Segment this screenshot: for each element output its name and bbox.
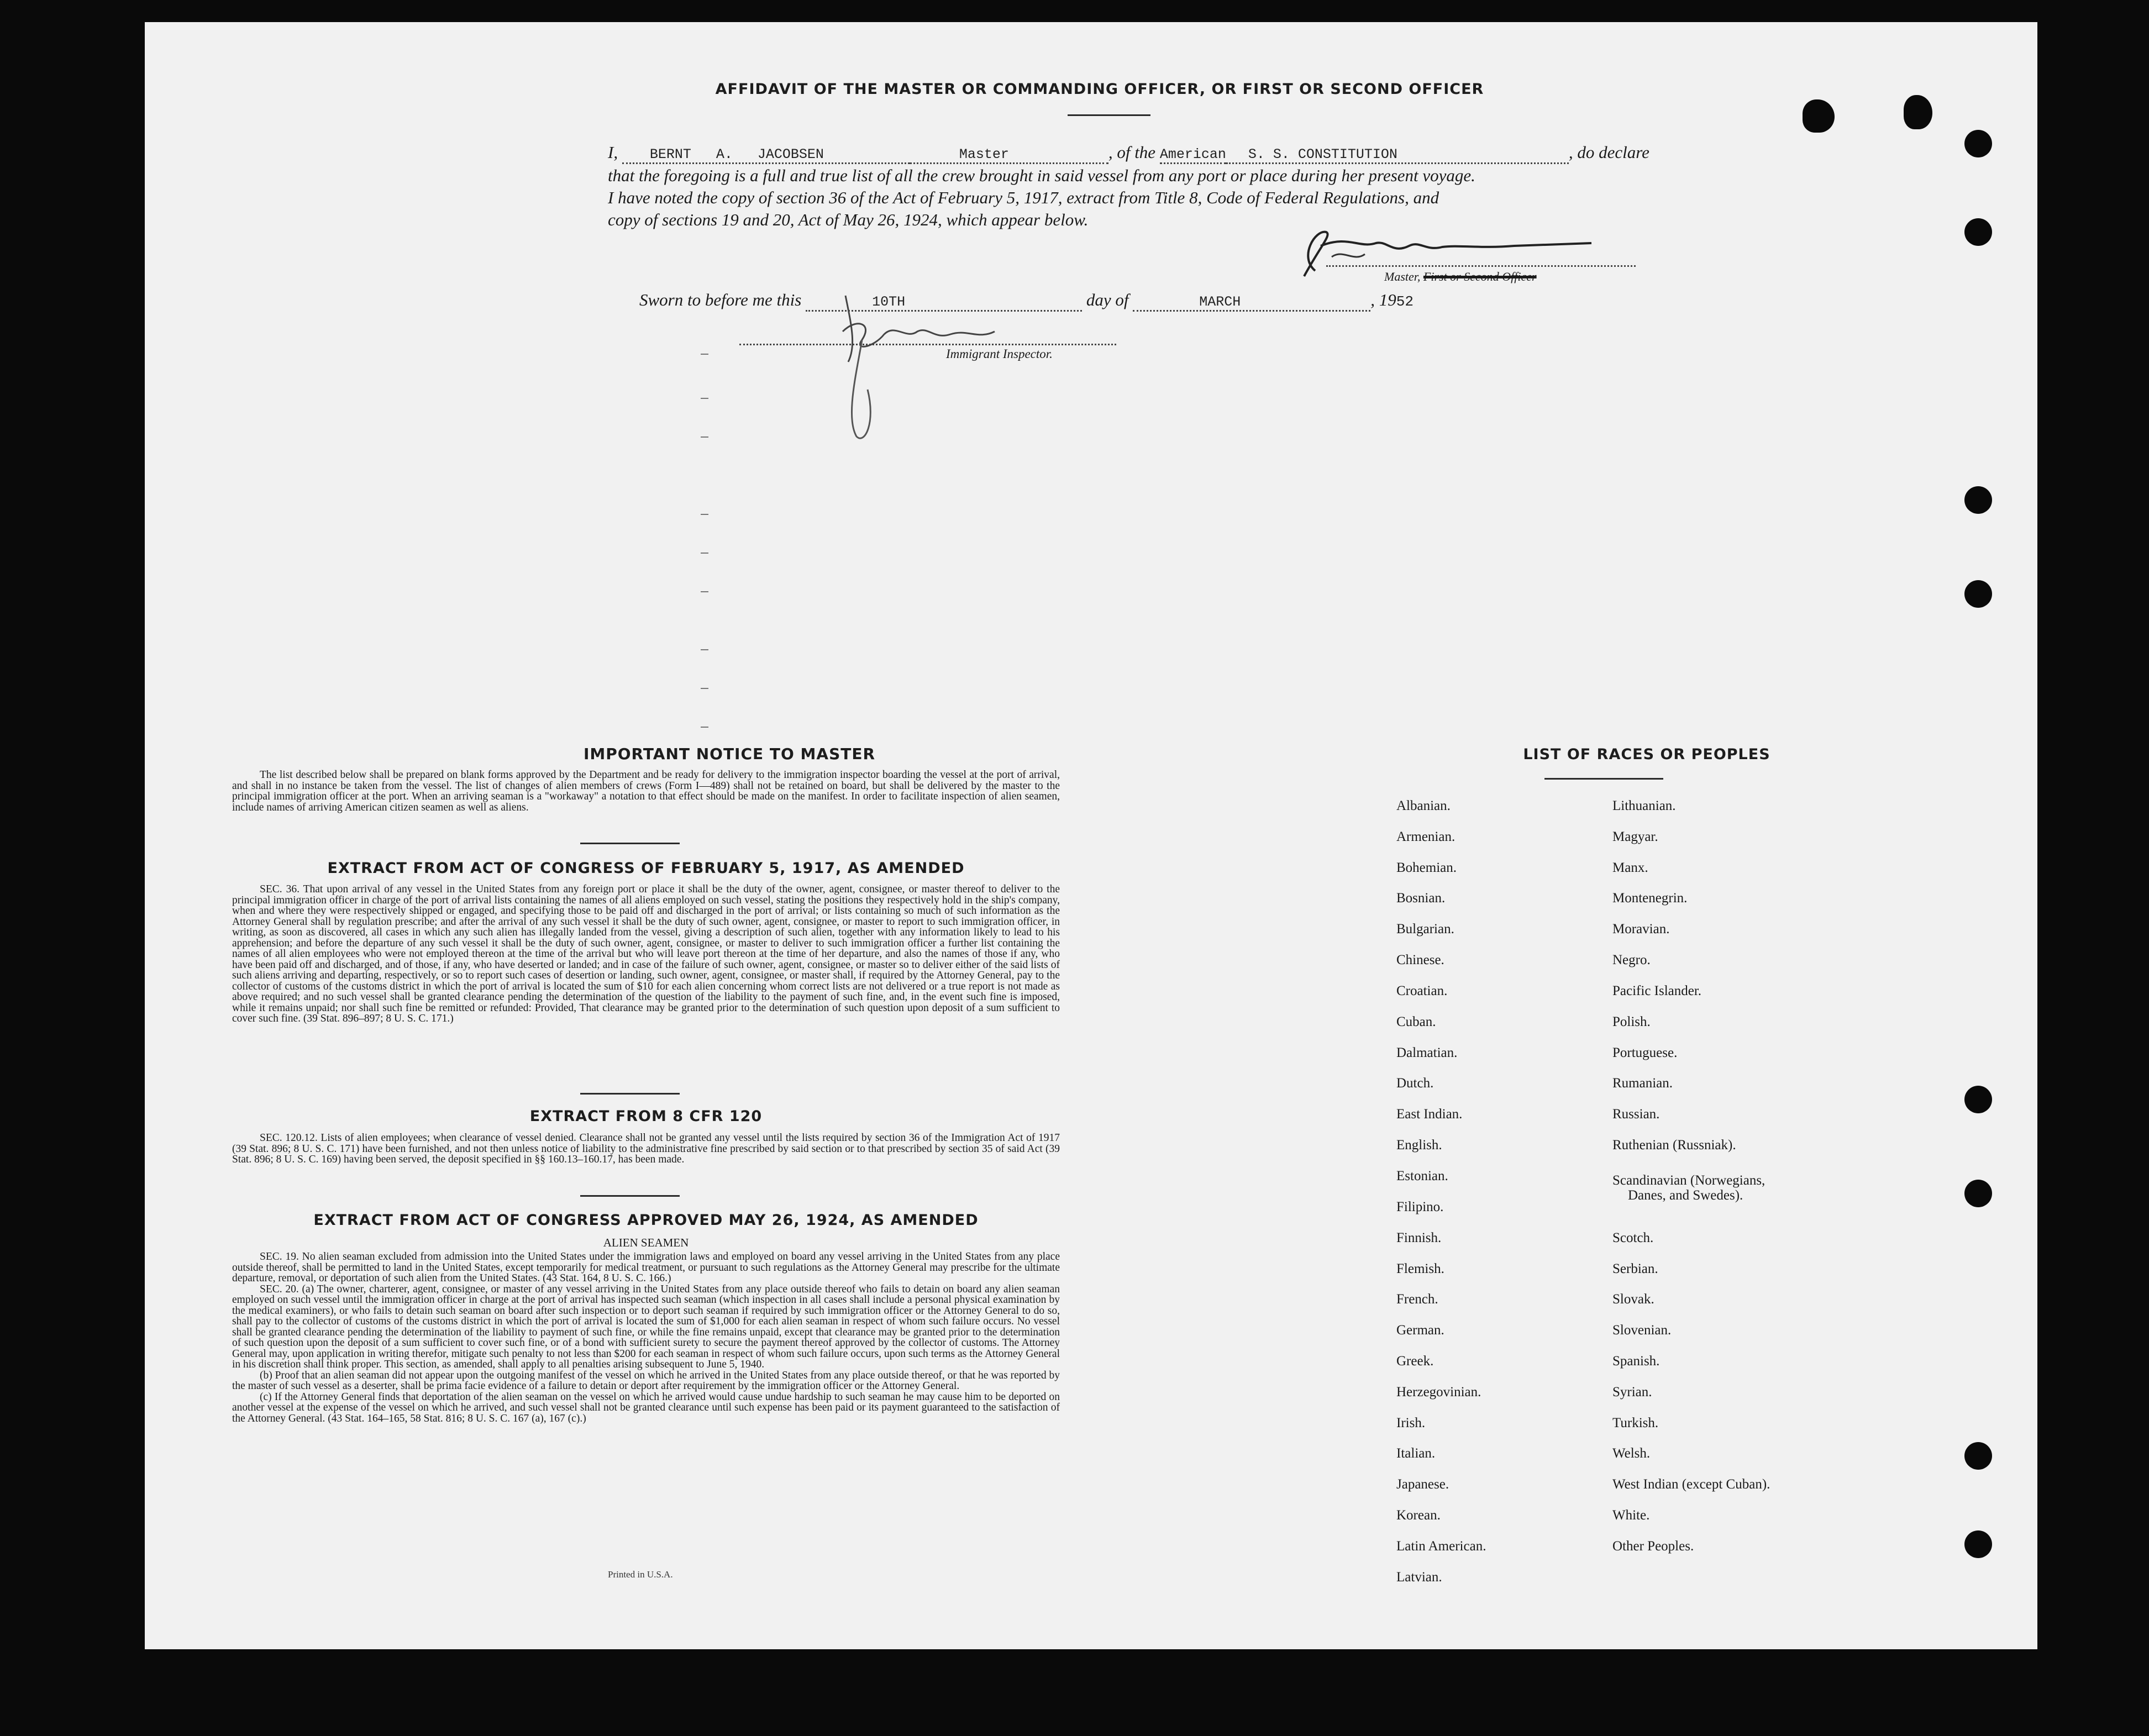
race-item: Latin American. <box>1396 1539 1486 1554</box>
race-item: Welsh. <box>1612 1446 1651 1461</box>
declarant-name-field <box>622 143 910 164</box>
punch-hole <box>1964 130 1992 157</box>
sworn-prefix: Sworn to before me this <box>639 290 802 309</box>
race-item: Bosnian. <box>1396 891 1446 906</box>
race-item: East Indian. <box>1396 1107 1463 1122</box>
margin-tick <box>701 514 708 515</box>
sec-20c-paragraph: (c) If the Attorney General finds that deportation of the alien seaman on the vessel on which he arrived would cause undue hardship to such seaman he may cause him to be deported on another vessel at the expense of the vessel on which he arrived, and such vessel shall not be granted clearance until such expense has been paid or its payment guaranteed to the satisfaction of the Attorney General. (43 Stat. 164–165, 58 Stat. 816; 8 U. S. C. 167 (a), 167 (c).) <box>232 1391 1060 1424</box>
title-rule <box>1068 114 1150 116</box>
caption-master: Master, <box>1384 270 1421 283</box>
race-item: Montenegrin. <box>1612 891 1688 906</box>
race-item: English. <box>1396 1138 1442 1153</box>
inspector-signature <box>823 279 1072 445</box>
notice-paragraph: The list described below shall be prepared on blank forms approved by the Department and be ready for delivery to the immigration inspector boarding the vessel at the port of arrival, and shall in no instance be taken from the vessel. The list of changes of alien members of crews (Form I—489) shall not be retained on board, but shall be delivered by the master to the principal immigration officer at the port. When an arriving seaman is a "workaway" a notation to that effect should be made on the manifest. In order to facilitate inspection of alien seamen, include names of arriving American citizen seamen as well as aliens. <box>232 769 1060 813</box>
race-item: Japanese. <box>1396 1477 1449 1492</box>
margin-tick <box>701 398 708 399</box>
margin-tick <box>701 354 708 355</box>
race-item: Herzegovinian. <box>1396 1385 1481 1400</box>
sworn-month: MARCH <box>1199 294 1241 310</box>
margin-tick <box>701 688 708 689</box>
race-item: Portuguese. <box>1612 1045 1678 1060</box>
inspector-caption: Immigrant Inspector. <box>946 347 1053 361</box>
printed-in-usa: Printed in U.S.A. <box>608 1569 673 1580</box>
race-item: Slovak. <box>1612 1292 1654 1307</box>
month-field <box>1133 290 1370 312</box>
vessel-field <box>1226 143 1569 164</box>
nationality-field <box>1160 143 1226 164</box>
race-item: Korean. <box>1396 1508 1441 1523</box>
of-the-label: , of the <box>1108 143 1156 162</box>
margin-tick <box>701 553 708 554</box>
punch-hole <box>1964 486 1992 514</box>
race-item: Magyar. <box>1612 829 1658 844</box>
margin-tick <box>701 649 708 650</box>
race-item: Croatian. <box>1396 983 1448 998</box>
race-item: Russian. <box>1612 1107 1660 1122</box>
race-item: Flemish. <box>1396 1261 1444 1276</box>
race-item: Rumanian. <box>1612 1076 1673 1091</box>
race-item: Other Peoples. <box>1612 1539 1694 1554</box>
race-item: Negro. <box>1612 953 1651 967</box>
race-item: Syrian. <box>1612 1385 1652 1400</box>
race-item: Moravian. <box>1612 922 1670 937</box>
margin-tick <box>701 436 708 438</box>
declarant-title-field <box>910 143 1108 164</box>
caption-struck-officer: First or Second Officer <box>1423 270 1537 283</box>
race-item: Spanish. <box>1612 1354 1660 1369</box>
race-item: Scotch. <box>1612 1230 1654 1245</box>
sec-20a-paragraph: SEC. 20. (a) The owner, charterer, agent, consignee, or master of any vessel arriving in the United States from any place outside thereof who fails to detain on board any alien seaman employed on such vessel until the immigration officer in charge at the port of arrival has inspected such seaman (which inspection in all cases shall include a personal physical examination by the medical examiners), or who fails to detain such seaman on board after such inspection or to deport such seaman if required by such immigration officer or the Attorney General to do so, shall pay to the collector of customs of the customs district in which the port of arrival is located the sum of $1,000 for each alien seaman in respect of whom such failure occurs. No vessel shall be granted clearance pending the determination of the liability to payment of such fine, or while the fine remains unpaid, except that clearance may be granted prior to the determination of such question upon the deposit of a sum sufficient to cover such fine, or of a bond with sufficient surety to secure the payment thereof approved by the collector of customs. The Attorney General may, upon application in writing therefor, mitigate such penalty to not less than $200 for each seaman in respect of whom such failure occurs, upon such terms as the Attorney General in his discretion shall think proper. This section, as amended, shall apply to all penalties arising subsequent to June 5, 1940. <box>232 1283 1060 1370</box>
margin-tick <box>701 727 708 728</box>
punch-hole <box>1964 580 1992 608</box>
master-signature-line <box>1326 265 1636 267</box>
sworn-year: 52 <box>1396 293 1414 310</box>
race-item: Chinese. <box>1396 953 1444 967</box>
race-item: Polish. <box>1612 1014 1651 1029</box>
ink-blot <box>2064 77 2080 99</box>
race-item: Dutch. <box>1396 1076 1434 1091</box>
margin-tick <box>701 591 708 592</box>
race-item: Dalmatian. <box>1396 1045 1458 1060</box>
race-item: West Indian (except Cuban). <box>1612 1477 1770 1492</box>
extract-1924-body <box>232 1251 1060 1424</box>
sec-19-paragraph: SEC. 19. No alien seaman excluded from admission into the United States under the immigration laws and employed on board any vessel arriving in the United States from any place outside thereof, shall be permitted to land in the United States, except temporarily for medical treatment, or pursuant to such regulations as the Attorney General may prescribe for the ultimate departure, removal, or deportation of such alien from the United States. (43 Stat. 164, 8 U. S. C. 166.) <box>232 1251 1060 1284</box>
section-rule <box>580 1093 680 1095</box>
race-item: Greek. <box>1396 1354 1434 1369</box>
race-item: Estonian. <box>1396 1169 1448 1183</box>
race-item: Finnish. <box>1396 1230 1442 1245</box>
race-item: Bohemian. <box>1396 860 1457 875</box>
declaration-line-2: that the foregoing is a full and true list of all the crew brought in said vessel from any port or place during her present voyage. <box>608 166 1475 185</box>
race-item: Turkish. <box>1612 1416 1659 1430</box>
affidavit-title: AFFIDAVIT OF THE MASTER OR COMMANDING OFFICER, OR FIRST OR SECOND OFFICER <box>715 81 1484 98</box>
extract-1924-title: EXTRACT FROM ACT OF CONGRESS APPROVED MAY 26, 1924, AS AMENDED <box>313 1212 979 1229</box>
ink-blot <box>1904 95 1932 129</box>
race-item: Latvian. <box>1396 1570 1442 1585</box>
race-item: Scandinavian (Norwegians, <box>1612 1173 1766 1188</box>
race-item: Danes, and Swedes). <box>1628 1188 1743 1203</box>
race-item: Filipino. <box>1396 1200 1444 1214</box>
vessel-name: S. S. CONSTITUTION <box>1248 146 1397 162</box>
race-item: Italian. <box>1396 1446 1436 1461</box>
day-of-label: day of <box>1086 290 1129 309</box>
declarant-title: Master <box>959 146 1009 162</box>
declaration-line-4: copy of sections 19 and 20, Act of May 26, 1924, which appear below. <box>608 210 1089 229</box>
alien-seamen-subtitle: ALIEN SEAMEN <box>603 1236 689 1249</box>
sec-36-paragraph: SEC. 36. That upon arrival of any vessel in the United States from any foreign port or place it shall be the duty of the owner, agent, consignee, or master thereof to deliver to the principal immigration officer in charge of the port of arrival lists containing the names of all aliens employed on such vessel, stating the positions they respectively hold in the ship's company, when and where they were respectively shipped or engaged, and specifying those to be paid off and discharged in the port of arrival; or lists containing so much of such information as the Attorney General shall by regulation prescribe; and after the arrival of any such vessel it shall be the duty of such owner, agent, consignee, or master to report to such immigration officer, in writing, as soon as discovered, all cases in which any such alien has illegally landed from the vessel, giving a description of such alien, together with any information likely to lead to his apprehension; and before the departure of any such vessel it shall be the duty of such owner, agent, consignee, or master to deliver to such immigration officer a further list containing the names of all alien employees who were not employed thereon at the time of the arrival but who will leave port thereon at the time of her departure, and also the names of those if any, who have been paid off and discharged, and of those, if any, who have deserted or landed; and in case of the failure of such owner, agent, consignee, or master so to deliver either of the said lists of such aliens arriving and departing, respectively, or so to report such cases of desertion or landing, such owner, agent, consignee, or master shall, if required by the Attorney General, pay to the collector of customs of the customs district in which the port of arrival is located the sum of $10 for each alien concerning whom correct lists are not delivered or a true report is not made as above required; and no such vessel shall be granted clearance pending the determination of the question of the liability to the payment of such fine, and, in the event such fine is imposed, while it remains unpaid; nor shall such fine be remitted or refunded: Provided, That clearance may be granted prior to the determination of such question upon deposit of a sum sufficient to cover such fine. (39 Stat. 896–897; 8 U. S. C. 171.) <box>232 883 1060 1024</box>
race-item: Bulgarian. <box>1396 922 1454 937</box>
ink-blot <box>1803 99 1835 133</box>
race-item: Lithuanian. <box>1612 798 1676 813</box>
race-item: Irish. <box>1396 1416 1426 1430</box>
races-title: LIST OF RACES OR PEOPLES <box>1523 746 1770 763</box>
punch-hole <box>1964 218 1992 246</box>
punch-hole <box>1964 1180 1992 1207</box>
race-item: Armenian. <box>1396 829 1456 844</box>
sec-20b-paragraph: (b) Proof that an alien seaman did not appear upon the outgoing manifest of the vessel on which he arrived in the United States from any place outside thereof, or that he was reported by the master of such vessel as a deserter, shall be prima facie evidence of a failure to detain or deport after requirement by the immigration officer or the Attorney General. <box>232 1369 1060 1392</box>
punch-hole <box>1964 1530 1992 1558</box>
race-item: Serbian. <box>1612 1261 1658 1276</box>
punch-hole <box>1964 1442 1992 1470</box>
extract-1917-title: EXTRACT FROM ACT OF CONGRESS OF FEBRUARY 5, 1917, AS AMENDED <box>327 860 965 877</box>
races-title-rule <box>1544 778 1663 780</box>
declare-suffix: , do declare <box>1568 143 1649 162</box>
race-item: German. <box>1396 1323 1444 1338</box>
race-item: Slovenian. <box>1612 1323 1672 1338</box>
race-item: Albanian. <box>1396 798 1451 813</box>
race-item: Manx. <box>1612 860 1648 875</box>
notice-body <box>232 770 1060 813</box>
extract-cfr-title: EXTRACT FROM 8 CFR 120 <box>529 1108 763 1125</box>
extract-1917-body <box>232 884 1060 1024</box>
race-item: White. <box>1612 1508 1650 1523</box>
sec-120-paragraph: SEC. 120.12. Lists of alien employees; when clearance of vessel denied. Clearance shall not be granted any vessel until the lists required by section 36 of the Immigration Act of 1917 (39 Stat. 896; 8 U. S. C. 171) have been furnished, and not then unless notice of liability to the administrative fine prescribed by said section or to that prescribed by section 35 of said Act (39 Stat. 896; 8 U. S. C. 169) having been served, the deposit specified in §§ 160.13–160.17, has been made. <box>232 1132 1060 1165</box>
signature-caption <box>1384 270 1537 284</box>
declaration-line-3: I have noted the copy of section 36 of the Act of February 5, 1917, extract from Title 8, Code of Federal Regulations, and <box>608 188 1439 207</box>
declaration-line-1 <box>608 143 1649 164</box>
sworn-day: 10TH <box>872 294 906 310</box>
race-item: Ruthenian (Russniak). <box>1612 1138 1736 1153</box>
race-item: French. <box>1396 1292 1438 1307</box>
race-item: Cuban. <box>1396 1014 1436 1029</box>
punch-hole <box>1964 1086 1992 1113</box>
declarant-prefix: I, <box>608 143 618 162</box>
year-prefix: , 19 <box>1370 290 1396 309</box>
extract-cfr-body <box>232 1133 1060 1165</box>
section-rule <box>580 843 680 844</box>
vessel-nationality: American <box>1159 146 1226 162</box>
race-item: Pacific Islander. <box>1612 983 1702 998</box>
notice-title: IMPORTANT NOTICE TO MASTER <box>583 745 876 763</box>
section-rule <box>580 1195 680 1197</box>
declarant-name: BERNT A. JACOBSEN <box>649 146 824 162</box>
inspector-signature-line <box>739 344 1116 345</box>
